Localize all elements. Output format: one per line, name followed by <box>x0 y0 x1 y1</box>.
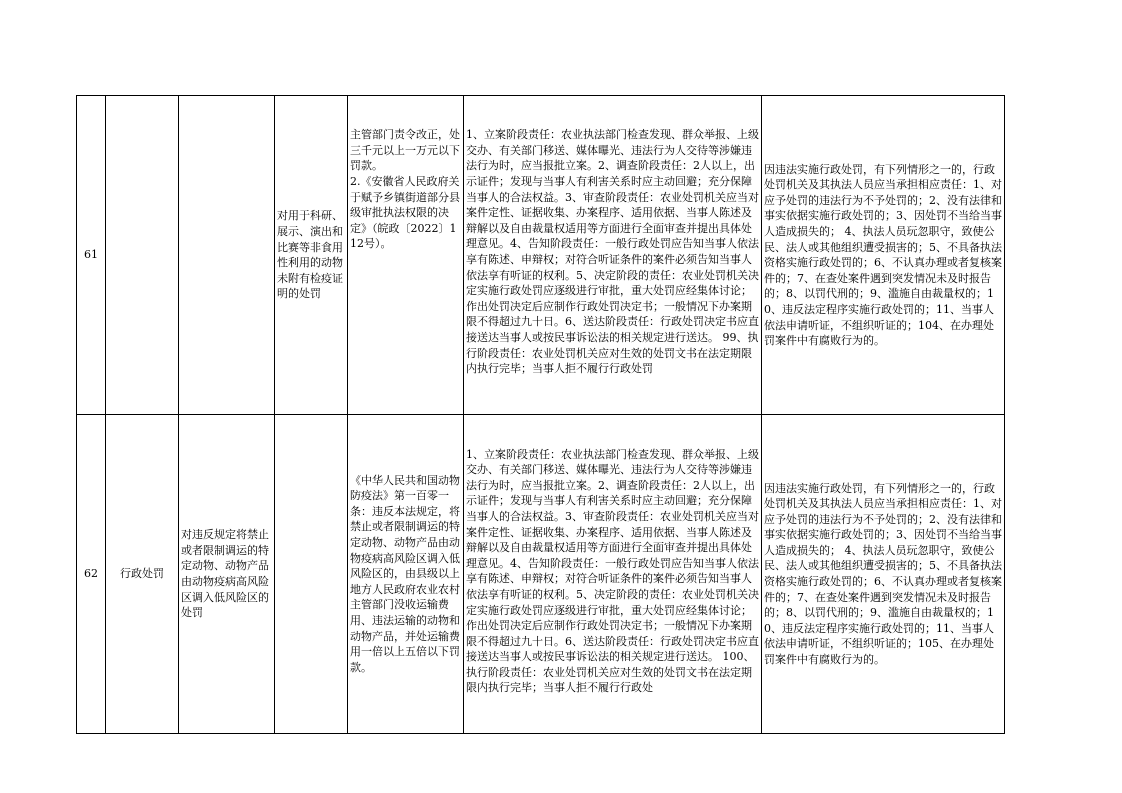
row-number: 62 <box>77 415 106 733</box>
responsibility-text: 1、立案阶段责任：农业执法部门检查发现、群众举报、上级交办、有关部门移送、媒体曝光、违法行为人交待等涉嫌违法行为时，应当报批立案。2、调查阶段责任：2人以上，出示证件；发现与当事人有利害关系时应主动回避；充分保障当事人的合法权益。3、审查阶段责任：农业处罚机关应当对案件定性、证据收集、办案程序、适用依据、当事人陈述及辩解以及自由裁量权适用等方面进行全面审查并提出具体处理意见。4、告知阶段责任：一般行政处罚应告知当事人依法享有陈述、申辩权；对符合听证条件的案件必须告知当事人依法享有听证的权利。5、决定阶段的责任：农业处罚机关决定实施行政处罚应逐级进行审批，重大处罚应经集体讨论；作出处罚决定后应制作行政处罚决定书；一般情况下办案期限不得超过九十日。6、送达阶段责任：行政处罚决定书应直接送达当事人或按民事诉讼法的相关规定进行送达。 99、执行阶段责任：农业处罚机关应对生效的处罚文书在法定期限内执行完毕；当事人拒不履行行政处罚 <box>466 128 759 376</box>
basis-text: 主管部门责令改正，处三千元以上一万元以下罚款。 2.《安徽省人民政府关于赋予乡镇街道部分县级审批执法权限的决定》（皖政〔2022〕112号）。 <box>350 128 460 251</box>
table-row <box>77 96 1005 415</box>
category-cell <box>106 96 179 415</box>
sub-item-cell <box>275 415 348 733</box>
row-number: 61 <box>77 96 106 415</box>
table-row <box>77 415 1005 733</box>
accountability-cell: 因违法实施行政处罚，有下列情形之一的，行政处罚机关及其执法人员应当承担相应责任：1、对应予处罚的违法行为不予处罚的；2、没有法律和事实依据实施行政处罚的；3、因处罚不当给当事人造成损失的； 4、执法人员玩忽职守，致使公民、法人或其他组织遭受损害的；5、不具备执法资格实施行政处罚的；6、不认真办理或者复核案件的；7、在查处案件遇到突发情况未及时报告的；8、以罚代刑的；9、滥施自由裁量权的；10、违反法定程序实施行政处罚的；11、当事人依法申请听证，不组织听证的；105、在办理处罚案件中有腐败行为的。 <box>762 415 1005 733</box>
sub-item-cell: 对用于科研、展示、演出和比赛等非食用性利用的动物未附有检疫证明的处罚 <box>275 96 348 415</box>
penalty-table <box>76 95 1005 734</box>
accountability-cell: 因违法实施行政处罚，有下列情形之一的，行政处罚机关及其执法人员应当承担相应责任：1、对应予处罚的违法行为不予处罚的；2、没有法律和事实依据实施行政处罚的；3、因处罚不当给当事人造成损失的； 4、执法人员玩忽职守，致使公民、法人或其他组织遭受损害的；5、不具备执法资格实施行政处罚的；6、不认真办理或者复核案件的；7、在查处案件遇到突发情况未及时报告的；8、以罚代刑的；9、滥施自由裁量权的；10、违反法定程序实施行政处罚的；11、当事人依法申请听证，不组织听证的；104、在办理处罚案件中有腐败行为的。 <box>762 96 1005 415</box>
basis-cell: 《中华人民共和国动物防疫法》第一百零一条：违反本法规定，将禁止或者限制调运的特定动物、动物产品由动物疫病高风险区调入低风险区的，由县级以上地方人民政府农业农村主管部门没收运输费用、违法运输的动物和动物产品，并处运输费用一倍以上五倍以下罚款。 <box>348 415 464 733</box>
responsibility-cell <box>464 415 762 733</box>
item-name-cell <box>179 96 275 415</box>
responsibility-cell <box>464 96 762 415</box>
item-name-cell: 对违反规定将禁止或者限制调运的特定动物、动物产品由动物疫病高风险区调入低风险区的处罚 <box>179 415 275 733</box>
responsibility-text: 1、立案阶段责任：农业执法部门检查发现、群众举报、上级交办、有关部门移送、媒体曝光、违法行为人交待等涉嫌违法行为时，应当报批立案。2、调查阶段责任：2人以上，出示证件；发现与当事人有利害关系时应主动回避；充分保障当事人的合法权益。3、审查阶段责任：农业处罚机关应当对案件定性、证据收集、办案程序、适用依据、当事人陈述及辩解以及自由裁量权适用等方面进行全面审查并提出具体处理意见。4、告知阶段责任：一般行政处罚应告知当事人依法享有陈述、申辩权；对符合听证条件的案件必须告知当事人依法享有听证的权利。5、决定阶段的责任：农业处罚机关决定实施行政处罚应逐级进行审批，重大处罚应经集体讨论；作出处罚决定后应制作行政处罚决定书；一般情况下办案期限不得超过九十日。6、送达阶段责任：行政处罚决定书应直接送达当事人或按民事诉讼法的相关规定进行送达。 100、执行阶段责任：农业处罚机关应对生效的处罚文书在法定期限内执行完毕；当事人拒不履行行政处 <box>466 447 759 695</box>
category-cell: 行政处罚 <box>106 415 179 733</box>
basis-cell <box>348 96 464 415</box>
